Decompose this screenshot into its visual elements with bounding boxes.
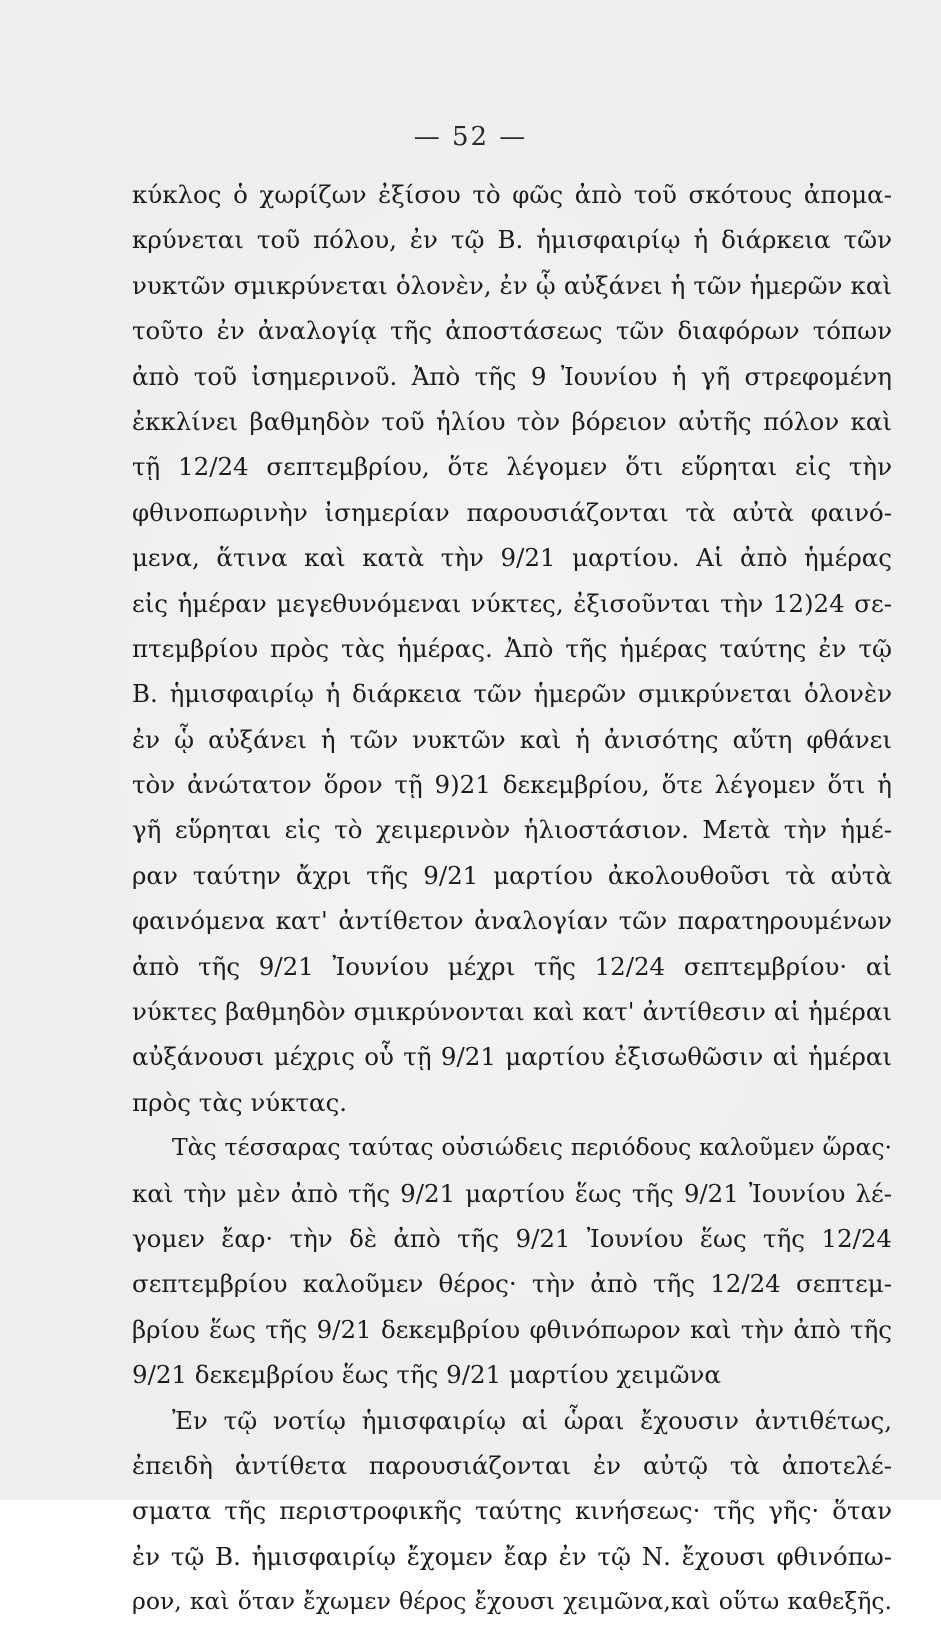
text-line: 9/21 δεκεμβρίου ἕως τῆς 9/21 μαρτίου χειμῶνα bbox=[132, 1360, 721, 1390]
text-line: ραν ταύτην ἄχρι τῆς 9/21 μαρτίου ἀκολουθοῦσι τὰ αὐτὰ bbox=[132, 860, 892, 890]
text-line: ἐπειδὴ ἀντίθετα παρουσιάζονται ἐν αὐτῷ τὰ ἀποτελέ- bbox=[132, 1450, 892, 1480]
text-line: μενα, ἅτινα καὶ κατὰ τὴν 9/21 μαρτίου. Αἱ ἀπὸ ἡμέρας bbox=[132, 543, 892, 573]
text-line: κρύνεται τοῦ πόλου, ἐν τῷ Β. ἡμισφαιρίῳ ἡ διάρκεια τῶν bbox=[132, 225, 892, 255]
text-line: ρον, καὶ ὅταν ἔχωμεν θέρος ἔχουσι χειμῶνα,καὶ οὕτω καθεξῆς. bbox=[132, 1587, 892, 1616]
text-line: ἀπὸ τῆς 9/21 Ἰουνίου μέχρι τῆς 12/24 σεπτεμβρίου· αἱ bbox=[132, 951, 892, 981]
text-line: κύκλος ὁ χωρίζων ἐξίσου τὸ φῶς ἀπὸ τοῦ σκότους ἀπομα- bbox=[132, 180, 892, 209]
text-line: ἀπὸ τοῦ ἰσημερινοῦ. Ἀπὸ τῆς 9 Ἰουνίου ἡ γῆ στρεφομένη bbox=[132, 361, 892, 391]
text-line: Ἐν τῷ νοτίῳ ἡμισφαιρίῳ αἱ ὧραι ἔχουσιν ἀντιθέτως, bbox=[172, 1405, 892, 1435]
text-line: Τὰς τέσσαρας ταύτας οὐσιώδεις περιόδους καλοῦμεν ὥρας· bbox=[172, 1133, 892, 1162]
text-line: ἐν τῷ Β. ἡμισφαιρίῳ ἔχομεν ἔαρ ἐν τῷ Ν. ἔχουσι φθινόπω- bbox=[132, 1541, 892, 1571]
text-line: σεπτεμβρίου καλοῦμεν θέρος· τὴν ἀπὸ τῆς 12/24 σεπτεμ- bbox=[132, 1269, 892, 1299]
text-line: νυκτῶν σμικρύνεται ὁλονὲν, ἐν ᾧ αὐξάνει ἡ τῶν ἡμερῶν καὶ bbox=[132, 270, 892, 300]
text-line: αὐξάνουσι μέχρις οὗ τῇ 9/21 μαρτίου ἐξισωθῶσιν αἱ ἡμέραι bbox=[132, 1042, 892, 1072]
text-line: γομεν ἔαρ· τὴν δὲ ἀπὸ τῆς 9/21 Ἰουνίου ἕως τῆς 12/24 bbox=[132, 1223, 892, 1253]
text-line: καὶ τὴν μὲν ἀπὸ τῆς 9/21 μαρτίου ἕως τῆς 9/21 Ἰουνίου λέ- bbox=[132, 1178, 892, 1208]
text-line: πτεμβρίου πρὸς τὰς ἡμέρας. Ἀπὸ τῆς ἡμέρας ταύτης ἐν τῷ bbox=[132, 633, 892, 663]
body-text bbox=[132, 172, 892, 1625]
text-line: φθινοπωρινὴν ἰσημερίαν παρουσιάζονται τὰ αὐτὰ φαινό- bbox=[132, 497, 892, 527]
text-line: νύκτες βαθμηδὸν σμικρύνονται καὶ κατ' ἀντίθεσιν αἱ ἡμέραι bbox=[132, 997, 892, 1027]
text-line: φαινόμενα κατ' ἀντίθετον ἀναλογίαν τῶν παρατηρουμένων bbox=[132, 906, 892, 936]
text-line: γῆ εὕρηται εἰς τὸ χειμερινὸν ἡλιοστάσιον. Μετὰ τὴν ἡμέ- bbox=[132, 815, 892, 845]
text-line: πρὸς τὰς νύκτας. bbox=[132, 1087, 348, 1117]
text-line: τοῦτο ἐν ἀναλογίᾳ τῆς ἀποστάσεως τῶν διαφόρων τόπων bbox=[132, 316, 892, 346]
text-line: ἐκκλίνει βαθμηδὸν τοῦ ἡλίου τὸν βόρειον αὐτῆς πόλον καὶ bbox=[132, 406, 892, 436]
text-line: τῇ 12/24 σεπτεμβρίου, ὅτε λέγομεν ὅτι εὕρηται εἰς τὴν bbox=[132, 452, 892, 482]
page-number: — 52 — bbox=[413, 122, 528, 152]
text-line: τὸν ἀνώτατον ὅρον τῇ 9)21 δεκεμβρίου, ὅτε λέγομεν ὅτι ἡ bbox=[132, 770, 892, 800]
text-line: ἐν ᾧ αὐξάνει ἡ τῶν νυκτῶν καὶ ἡ ἀνισότης αὕτη φθάνει bbox=[132, 724, 892, 754]
text-line: εἰς ἡμέραν μεγεθυνόμεναι νύκτες, ἐξισοῦνται τὴν 12)24 σε- bbox=[132, 588, 892, 618]
text-line: βρίου ἕως τῆς 9/21 δεκεμβρίου φθινόπωρον καὶ τὴν ἀπὸ τῆς bbox=[132, 1314, 892, 1344]
text-line: σματα τῆς περιστροφικῆς ταύτης κινήσεως· τῆς γῆς· ὅταν bbox=[132, 1496, 892, 1526]
text-line: Β. ἡμισφαιρίῳ ἡ διάρκεια τῶν ἡμερῶν σμικρύνεται ὁλονὲν bbox=[132, 679, 892, 709]
